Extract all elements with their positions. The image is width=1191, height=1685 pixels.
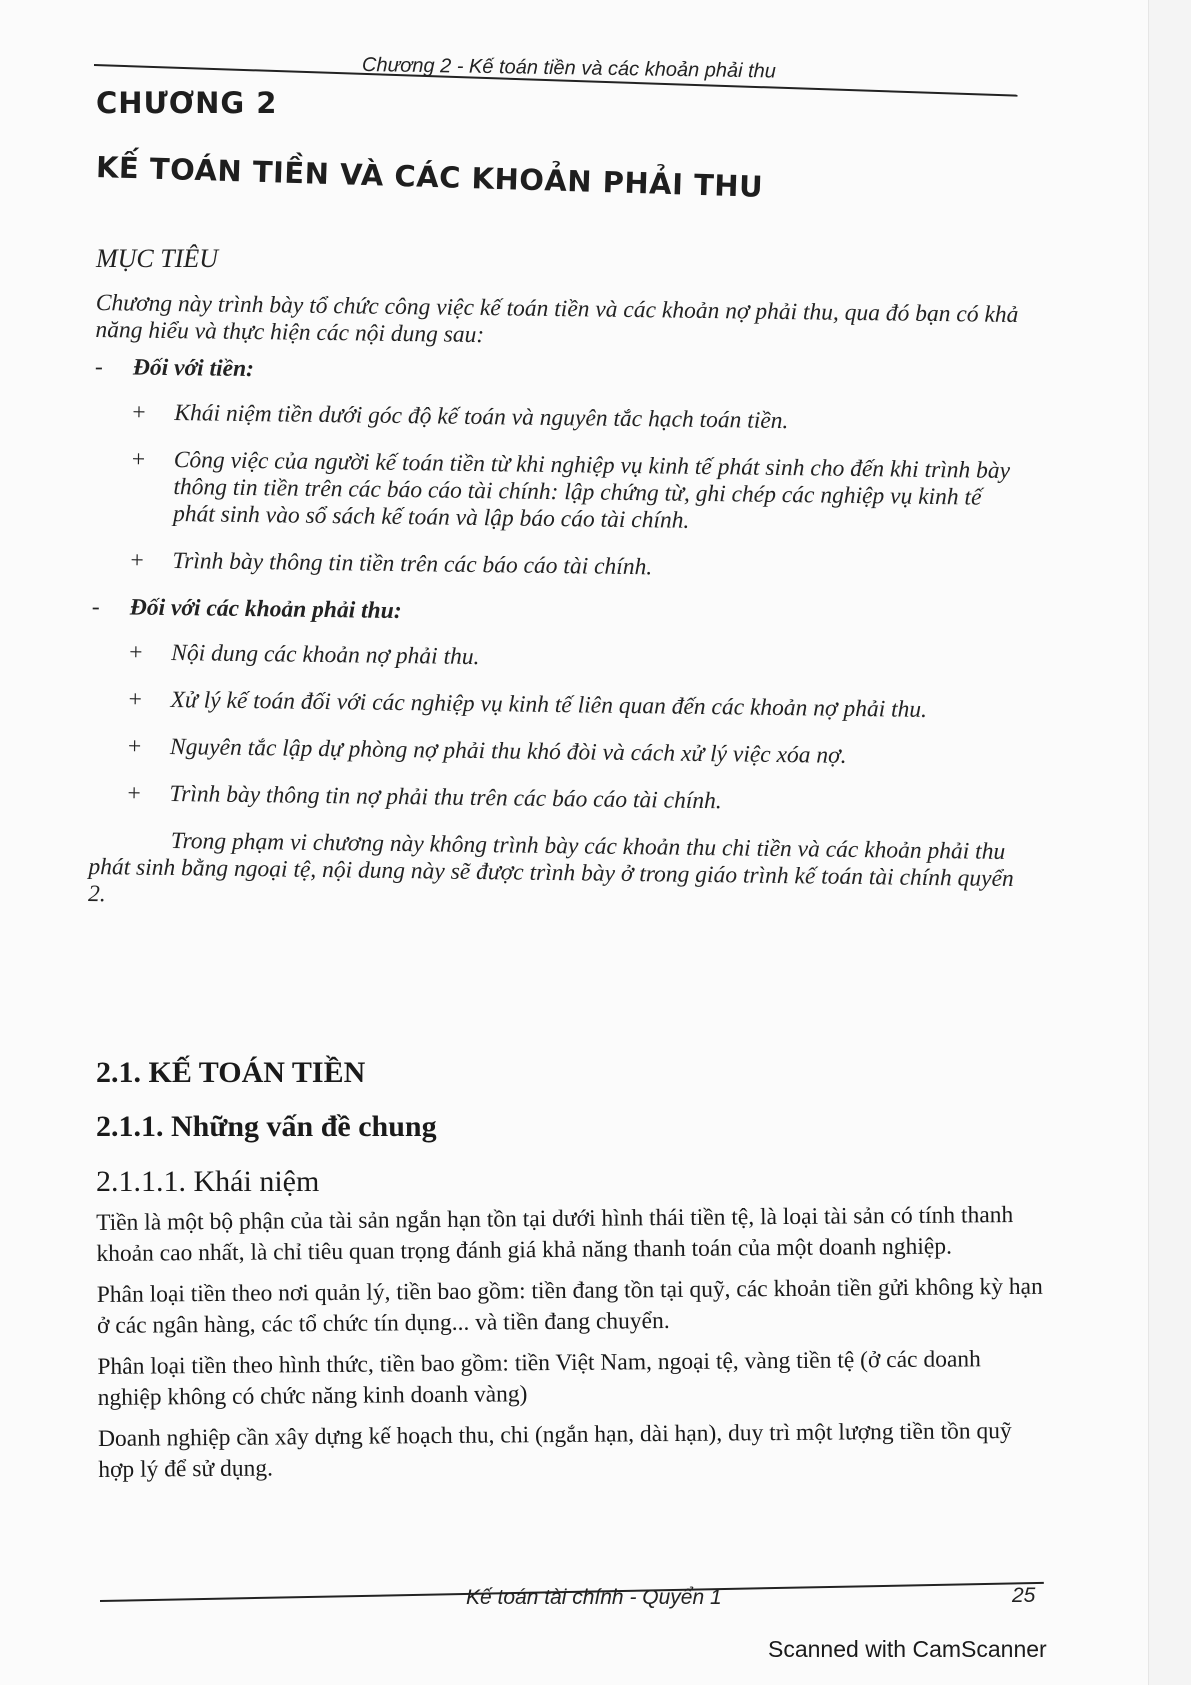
footer-book-title: Kế toán tài chính - Quyển 1	[466, 1586, 722, 1609]
objective-item	[91, 639, 1025, 678]
objective-item	[90, 686, 1024, 725]
objective-item	[90, 733, 1024, 772]
running-header: Chương 2 - Kế toán tiền và các khoản phải thu	[361, 54, 777, 83]
plus-mark: +	[127, 733, 142, 760]
objective-item	[94, 399, 1028, 438]
section-body	[96, 1200, 1048, 1496]
paragraph: Tiền là một bộ phận của tài sản ngắn hạn tồn tại dưới hình thái tiền tệ, là loại tài sản có tính thanh khoản cao nhất, là chỉ tiêu quan trọng đánh giá khả năng thanh toán của một doanh nghiệp.	[96, 1201, 1014, 1267]
objective-group-cash	[95, 354, 1029, 393]
scanner-watermark: Scanned with CamScanner	[768, 1636, 1047, 1662]
subsubsection-heading: 2.1.1.1. Khái niệm	[96, 1165, 320, 1198]
chapter-label: CHƯƠNG 2	[96, 86, 278, 120]
objective-item	[93, 446, 1028, 539]
section-heading: 2.1. KẾ TOÁN TIỀN	[96, 1056, 366, 1089]
objectives-body	[88, 290, 1030, 920]
paragraph: Phân loại tiền theo nơi quản lý, tiền bao gồm: tiền đang tồn tại quỹ, các khoản tiền gửi không kỳ hạn ở các ngân hàng, các tổ chức tín dụng... và tiền đang chuyển.	[96, 1273, 1043, 1339]
objective-item-text: Khái niệm tiền dưới góc độ kế toán và nguyên tắc hạch toán tiền.	[174, 400, 789, 435]
subsection-heading: 2.1.1. Những vấn đề chung	[96, 1110, 437, 1143]
objective-item-text: Trình bày thông tin nợ phải thu trên các báo cáo tài chính.	[169, 781, 722, 815]
objective-item-text: Trình bày thông tin tiền trên các báo cáo tài chính.	[172, 548, 653, 581]
objective-item	[89, 780, 1023, 819]
objective-group-title: Đối với tiền:	[132, 354, 255, 383]
plus-mark: +	[131, 446, 146, 473]
paragraph: Phân loại tiền theo hình thức, tiền bao gồm: tiền Việt Nam, ngoại tệ, vàng tiền tệ (ở các doanh nghiệp không có chức năng kinh doanh vàng)	[97, 1346, 981, 1411]
dash-mark: -	[94, 353, 103, 381]
chapter-title: KẾ TOÁN TIỀN VÀ CÁC KHOẢN PHẢI THU	[95, 150, 764, 204]
objectives-intro: Chương này trình bày tổ chức công việc kế toán tiền và các khoản nợ phải thu, qua đó bạn có khả năng hiểu và thực hiện các nội dung sau:	[95, 290, 1019, 349]
scope-note: Trong phạm vi chương này không trình bày các khoản thu chi tiền và các khoản phải thu phát sinh bằng ngoại tệ, nội dung này sẽ được trình bày ở trong giáo trình kế toán tài chính quyển 2.	[87, 828, 1014, 908]
objective-group-receivables	[92, 594, 1026, 633]
plus-mark: +	[130, 547, 144, 574]
plus-mark: +	[132, 399, 146, 426]
plus-mark: +	[128, 686, 143, 713]
objective-item-text: Nguyên tắc lập dự phòng nợ phải thu khó đòi và cách xử lý việc xóa nợ.	[169, 734, 847, 769]
page-number: 25	[1012, 1584, 1036, 1607]
objective-item-text: Nội dung các khoản nợ phải thu.	[171, 640, 480, 671]
objectives-heading: MỤC TIÊU	[96, 244, 219, 273]
plus-mark: +	[127, 780, 141, 807]
plus-mark: +	[129, 639, 143, 666]
objective-item	[92, 547, 1026, 586]
objective-group-title: Đối với các khoản phải thu:	[129, 594, 402, 625]
paragraph: Doanh nghiệp cần xây dựng kế hoạch thu, chi (ngắn hạn, dài hạn), duy trì một lượng tiền tồn quỹ hợp lý để sử dụng.	[97, 1418, 1012, 1483]
dash-mark: -	[91, 593, 100, 621]
objective-item-text: Xử lý kế toán đối với các nghiệp vụ kinh tế liên quan đến các khoản nợ phải thu.	[170, 687, 928, 723]
scan-edge	[1148, 0, 1191, 1685]
objective-item-text: Công việc của người kế toán tiền từ khi nghiệp vụ kinh tế phát sinh cho đến khi trình bày thông tin tiền trên các báo cáo tài chính: lập chứng từ, ghi chép các nghiệp vụ kinh tế phát sinh vào sổ sách kế toán và lập báo cáo tài chính.	[172, 447, 1011, 534]
